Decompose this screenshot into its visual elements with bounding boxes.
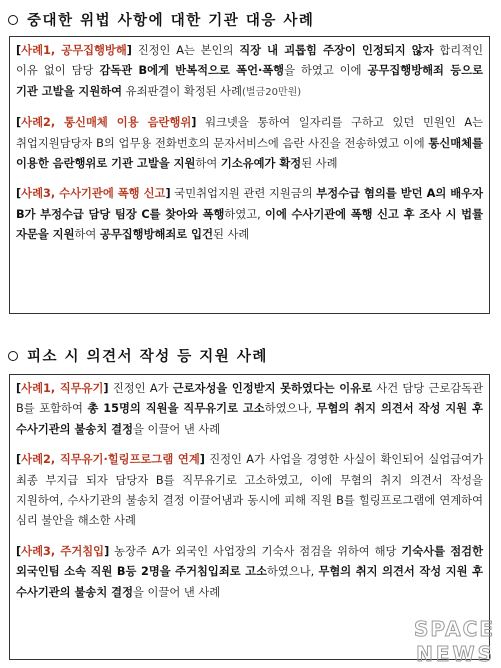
case-item: [사례1, 공무집행방해] 진정인 A는 본인의 직장 내 괴롭힘 주장이 인정되지 않자 합리적인 이유 없이 담당 감독관 B에게 반복적으로 폭언·폭행을 하였고 이에 공무집행방해죄 등으로 기관 고발을 지원하여 유죄판결이 확정된 사례(벌금20만원) [16,44,484,98]
case-tag: 사례2, 통신매체 이용 음란행위 [21,116,192,130]
section1-heading [8,9,314,30]
case-tag: 사례3, 주거침입 [21,544,105,558]
case-item: [사례2, 직무유기·힐링프로그램 연계] 진정인 A가 사업을 경영한 사실이 확인되어 실업급여가 최종 부지급 되자 담당자 B를 직무유기로 고소하였고, 이에 무혐의 취지 의견서 작성을 지원하여, 수사기관의 불송치 결정 이끌어냄과 동시에 피해 직원 B를 힐링프로그램에 연계하여 심리 불안을 해소한 사례 [16,453,483,528]
case-tag: 사례1, 직무유기 [21,382,104,395]
case-tag: 사례2, 직무유기·힐링프로그램 연계 [21,453,200,467]
watermark-line1: SPACE [413,617,495,641]
section1-box [9,36,490,314]
case-item: [사례1, 직무유기] 진정인 A가 근로자성을 인정받지 못하였다는 이유로 사건 담당 근로감독관 B를 포함하여 총 15명의 직원을 직무유기로 고소하였으나, 무혐의 취지 의견서 작성 지원 후 수사기관의 불송치 결정을 이끌어 낸 사례 [16,382,484,436]
case-item: [사례2, 통신매체 이용 음란행위] 워크넷을 통하여 일자리를 구하고 있던 민원인 A는 취업지원담당자 B의 업무용 전화번호의 문자서비스에 음란 사진을 전송하였고 이에 통신매체를 이용한 음란행위로 기관 고발을 지원하여 기소유예가 확정된 사례 [16,116,483,171]
watermark-line2: NEWS [416,642,495,666]
case-tag: 사례1, 공무집행방해 [21,44,127,57]
case-item: [사례3, 주거침입] 농장주 A가 외국인 사업장의 기숙사 점검을 위하여 해당 기숙사를 점검한 외국인팀 소속 직원 B등 2명을 주거침입죄로 고소하였으나, 무혐의 취지 의견서 작성 지원 후 수사기관의 불송치 결정을 이끌어 낸 사례 [16,544,484,599]
case-tag: 사례3, 수사기관에 폭행 신고 [21,187,166,201]
circle-bullet-icon [8,15,18,25]
circle-bullet-icon [8,351,18,361]
section2-title: 피소 시 의견서 작성 등 지원 사례 [27,348,268,365]
section2-heading [8,345,268,366]
case-item: [사례3, 수사기관에 폭행 신고] 국민취업지원 관련 지원금의 부정수급 혐의를 받던 A의 배우자 B가 부정수급 담당 팀장 C를 찾아와 폭행하였고, 이에 수사기관에 폭행 신고 후 조사 시 법률 자문을 지원하여 공무집행방해죄로 입건된 사례 [16,187,483,242]
section1-title: 중대한 위법 사항에 대한 기관 대응 사례 [27,12,315,29]
spacenews-watermark-logo [395,614,497,666]
